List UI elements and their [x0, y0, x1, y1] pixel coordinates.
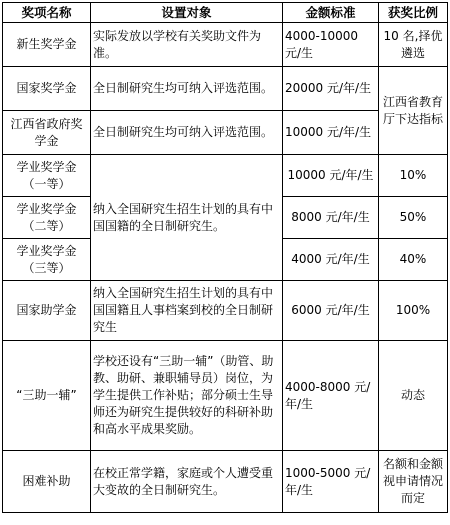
header-ratio: 获奖比例 — [379, 3, 448, 23]
row-amount-grant: 6000 元/年/生 — [283, 281, 379, 341]
row-ratio-grant: 100% — [379, 281, 448, 341]
row-amount-academic2: 8000 元/年/生 — [283, 197, 379, 239]
row-target-assist: 学校还设有“三助一辅”（助管、助教、助研、兼职辅导员）岗位，为学生提供工作补贴；部分硕士生导师还为研究生提供较好的科研补助和高水平成果奖励。 — [91, 341, 283, 451]
row-name-grant: 国家助学金 — [3, 281, 91, 341]
row-ratio-hardship: 名额和金额视申请情况而定 — [379, 451, 448, 513]
row-amount-provincial: 10000 元/年/生 — [283, 111, 379, 155]
row-target-national: 全日制研究生均可纳入评选范围。 — [91, 67, 283, 111]
row-target-freshman: 实际发放以学校有关奖助文件为准。 — [91, 23, 283, 67]
row-name-assist: “三助一辅” — [3, 341, 91, 451]
table-row — [3, 23, 448, 67]
row-amount-academic1: 10000 元/年/生 — [283, 155, 379, 197]
header-amount: 金额标准 — [283, 3, 379, 23]
row-amount-freshman: 4000-10000 元/生 — [283, 23, 379, 67]
row-name-academic1: 学业奖学金（一等） — [3, 155, 91, 197]
row-amount-assist: 4000-8000 元/年/生 — [283, 341, 379, 451]
scholarship-table — [2, 2, 448, 513]
table-row — [3, 281, 448, 341]
row-amount-national: 20000 元/年/生 — [283, 67, 379, 111]
row-name-freshman: 新生奖学金 — [3, 23, 91, 67]
row-ratio-academic1: 10% — [379, 155, 448, 197]
table-row — [3, 451, 448, 513]
table-row — [3, 155, 448, 197]
table-row — [3, 67, 448, 111]
row-name-academic2: 学业奖学金（二等） — [3, 197, 91, 239]
row-ratio-academic3: 40% — [379, 239, 448, 281]
header-name: 奖项名称 — [3, 3, 91, 23]
row-name-hardship: 困难补助 — [3, 451, 91, 513]
row-ratio-freshman: 10 名,择优遴选 — [379, 23, 448, 67]
row-amount-academic3: 4000 元/年/生 — [283, 239, 379, 281]
row-target-hardship: 在校正常学籍，家庭或个人遭受重大变故的全日制研究生。 — [91, 451, 283, 513]
row-target-academic: 纳入全国研究生招生计划的具有中国国籍的全日制研究生。 — [91, 155, 283, 281]
row-ratio-national-provincial: 江西省教育厅下达指标 — [379, 67, 448, 155]
row-name-national: 国家奖学金 — [3, 67, 91, 111]
row-ratio-academic2: 50% — [379, 197, 448, 239]
table-row — [3, 341, 448, 451]
header-target: 设置对象 — [91, 3, 283, 23]
row-name-academic3: 学业奖学金（三等） — [3, 239, 91, 281]
table-header-row — [3, 3, 448, 23]
row-target-provincial: 全日制研究生均可纳入评选范围。 — [91, 111, 283, 155]
row-target-grant: 纳入全国研究生招生计划的具有中国国籍且人事档案到校的全日制研究生 — [91, 281, 283, 341]
row-name-provincial: 江西省政府奖学金 — [3, 111, 91, 155]
row-ratio-assist: 动态 — [379, 341, 448, 451]
row-amount-hardship: 1000-5000 元/年/生 — [283, 451, 379, 513]
